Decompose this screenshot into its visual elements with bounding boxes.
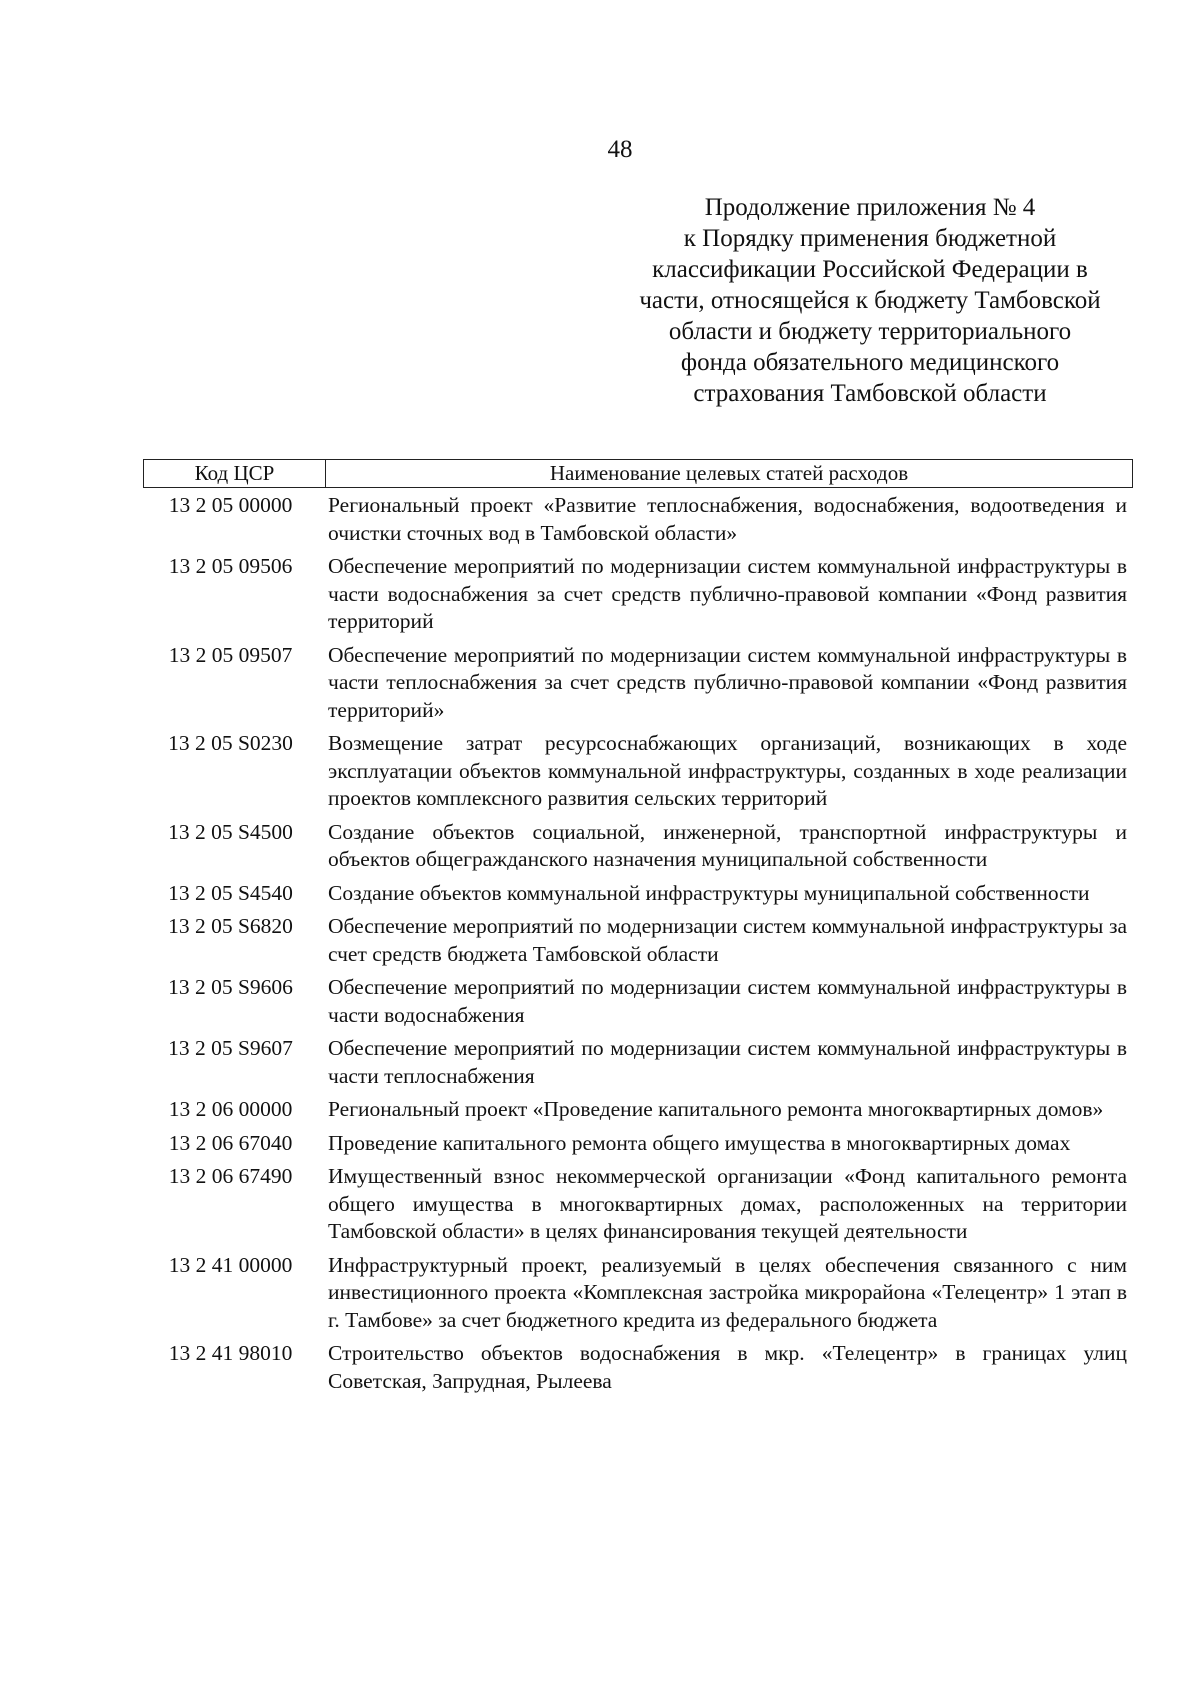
- row-name: Обеспечение мероприятий по модернизации систем коммунальной инфраструктуры за счет средств бюджета Тамбовской области: [328, 914, 1127, 966]
- row-name: Строительство объектов водоснабжения в мкр. «Телецентр» в границах улиц Советская, Запрудная, Рылеева: [328, 1341, 1127, 1393]
- annex-header-line: области и бюджету территориального: [668, 318, 1072, 345]
- row-code: 13 2 05 09507: [168, 642, 293, 667]
- table-row: [143, 1130, 1133, 1158]
- row-code: 13 2 06 67490: [168, 1164, 293, 1188]
- row-name: Проведение капитального ремонта общего имущества в многоквартирных домах: [328, 1130, 1071, 1155]
- annex-header-line: Продолжение приложения № 4: [704, 194, 1036, 221]
- row-code: 13 2 05 S6820: [168, 914, 293, 938]
- table-row: [143, 553, 1133, 636]
- table-row: [143, 819, 1133, 874]
- table-row: [143, 913, 1133, 968]
- table-row: [143, 730, 1133, 813]
- table-row: [143, 492, 1133, 547]
- page-number: 48: [607, 136, 633, 163]
- row-name: Обеспечение мероприятий по модернизации систем коммунальной инфраструктуры в части водоснабжения: [328, 975, 1127, 1027]
- table-row: [143, 642, 1133, 725]
- table-row: [143, 1096, 1133, 1124]
- row-name: Инфраструктурный проект, реализуемый в целях обеспечения связанного с ним инвестиционного проекта «Комплексная застройка микрорайона «Телецентр» 1 этап в г. Тамбове» за счет бюджетного кредита из федерального бюджета: [328, 1252, 1127, 1332]
- row-name: Создание объектов социальной, инженерной, транспортной инфраструктуры и объектов общегражданского назначения муниципальной собственности: [328, 819, 1127, 871]
- row-code: 13 2 05 09506: [168, 554, 293, 578]
- annex-header-line: классификации Российской Федерации в: [652, 256, 1088, 283]
- annex-header: [600, 192, 1140, 409]
- annex-header-line: части, относящейся к бюджету Тамбовской: [639, 287, 1101, 314]
- annex-header-line: страхования Тамбовской области: [693, 380, 1047, 407]
- row-name: Обеспечение мероприятий по модернизации систем коммунальной инфраструктуры в части теплоснабжения за счет средств публично-правовой компании «Фонд развития территорий»: [328, 642, 1127, 722]
- annex-header-line: к Порядку применения бюджетной: [683, 225, 1057, 252]
- table-row: [143, 1163, 1133, 1246]
- header-name: Наименование целевых статей расходов: [549, 461, 909, 485]
- row-code: 13 2 05 S0230: [168, 731, 293, 755]
- table-row: [143, 1340, 1133, 1395]
- row-name: Региональный проект «Проведение капитального ремонта многоквартирных домов»: [328, 1097, 1104, 1121]
- table-row: [143, 880, 1133, 908]
- table-row: [143, 1035, 1133, 1090]
- row-code: 13 2 05 S9607: [168, 1036, 293, 1060]
- row-code: 13 2 05 S4540: [168, 880, 293, 905]
- row-code: 13 2 06 67040: [168, 1130, 293, 1155]
- row-code: 13 2 05 S4500: [168, 819, 293, 844]
- annex-header-line: фонда обязательного медицинского: [680, 349, 1060, 376]
- row-code: 13 2 05 S9606: [168, 975, 293, 999]
- row-code: 13 2 41 00000: [168, 1252, 293, 1277]
- row-name: Имущественный взнос некоммерческой организации «Фонд капитального ремонта общего имущества в многоквартирных домах, расположенных на территории Тамбовской области» в целях финансирования текущей деятельности: [328, 1164, 1127, 1243]
- table-body: [143, 492, 1133, 1401]
- row-name: Обеспечение мероприятий по модернизации систем коммунальной инфраструктуры в части теплоснабжения: [328, 1036, 1127, 1088]
- row-name: Возмещение затрат ресурсоснабжающих организаций, возникающих в ходе эксплуатации объектов коммунальной инфраструктуры, созданных в ходе реализации проектов комплексного развития сельских территорий: [328, 731, 1127, 810]
- row-name: Создание объектов коммунальной инфраструктуры муниципальной собственности: [328, 880, 1090, 905]
- row-code: 13 2 06 00000: [168, 1097, 293, 1121]
- table-row: [143, 974, 1133, 1029]
- row-code: 13 2 05 00000: [168, 493, 293, 517]
- row-code: 13 2 41 98010: [168, 1341, 293, 1365]
- table-header: [143, 459, 1133, 488]
- row-name: Региональный проект «Развитие теплоснабжения, водоснабжения, водоотведения и очистки сточных вод в Тамбовской области»: [328, 493, 1127, 545]
- row-name: Обеспечение мероприятий по модернизации систем коммунальной инфраструктуры в части водоснабжения за счет средств публично-правовой компании «Фонд развития территорий: [328, 554, 1127, 633]
- header-code: Код ЦСР: [144, 460, 326, 487]
- table-row: [143, 1252, 1133, 1335]
